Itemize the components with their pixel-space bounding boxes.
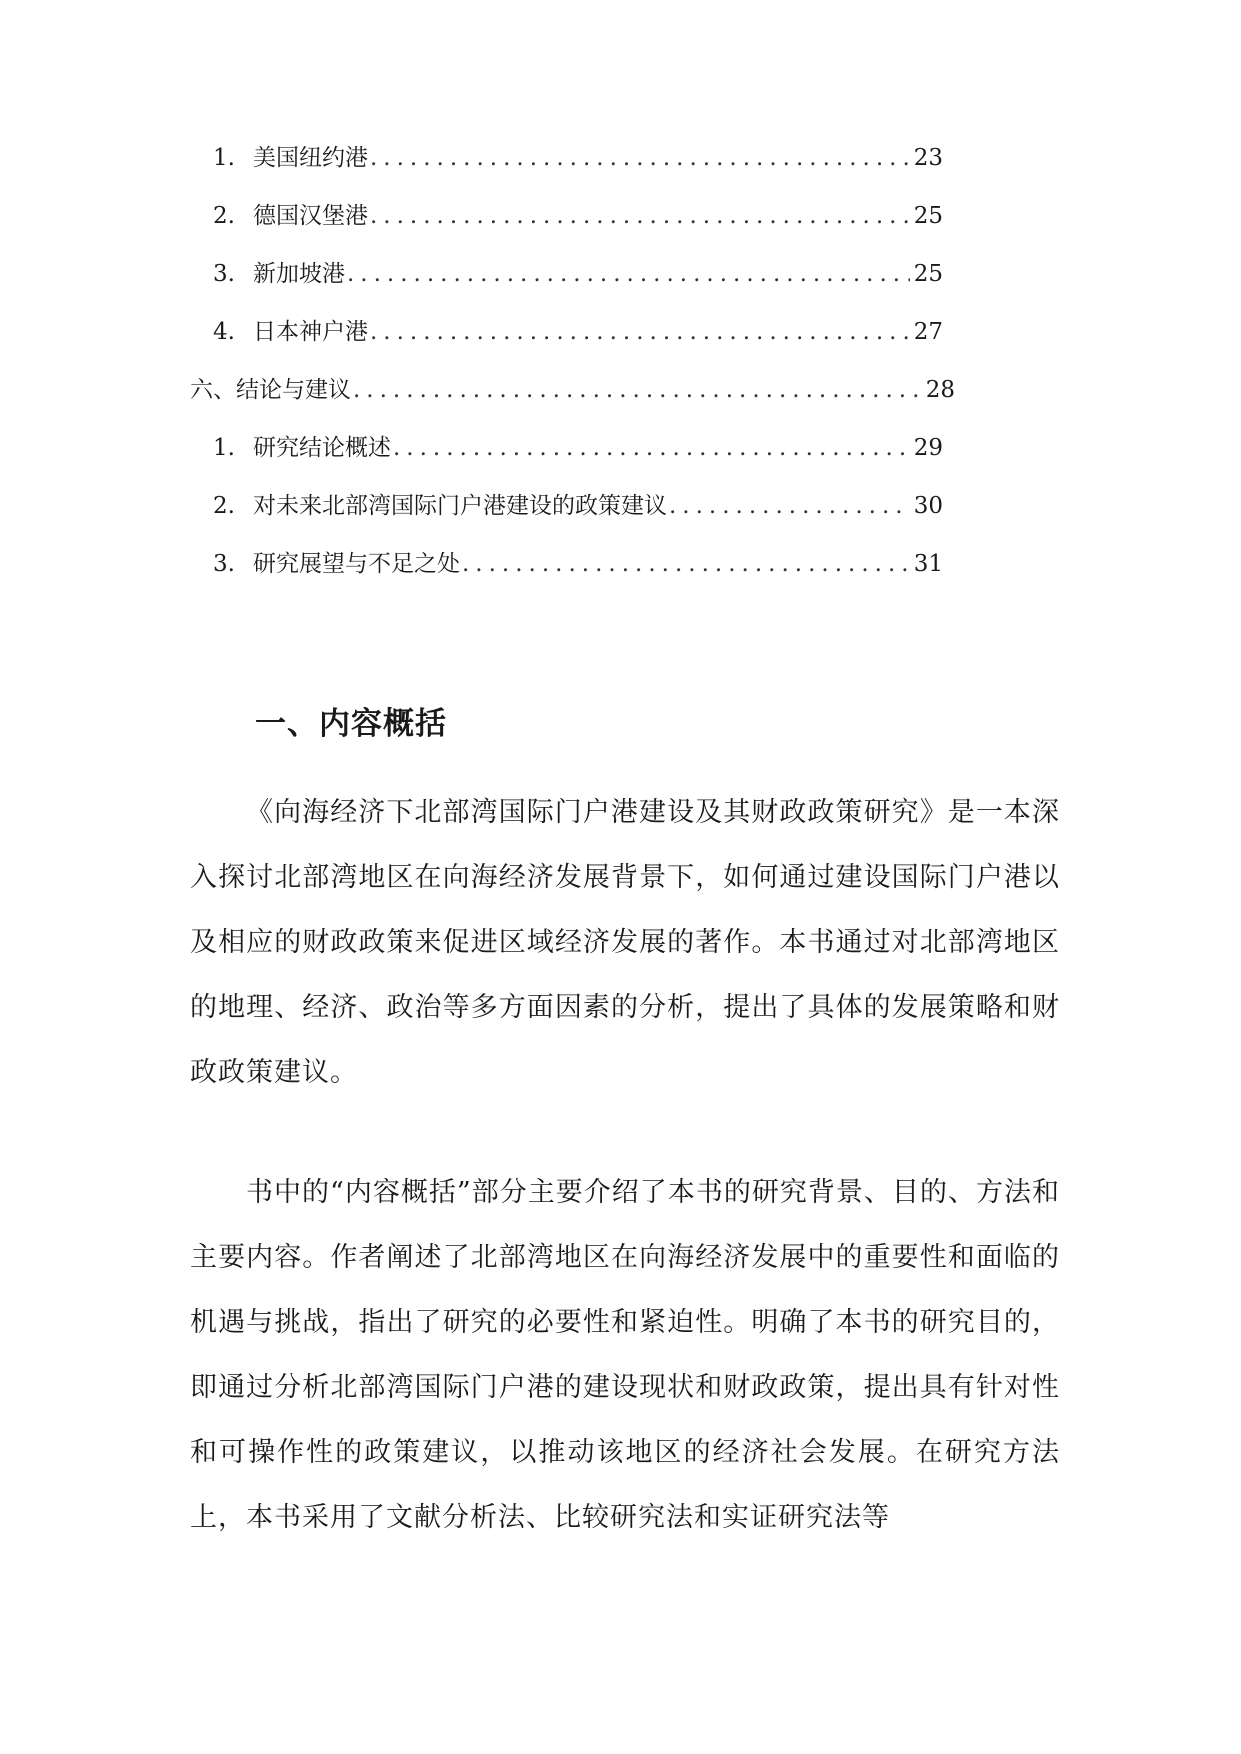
toc-entry-title: 新加坡港 <box>253 261 345 287</box>
toc-dot-leader <box>370 140 910 176</box>
toc-chapter-entry[interactable] <box>190 372 955 408</box>
toc-entry-title: 对未来北部湾国际门户港建设的政策建议 <box>253 493 667 519</box>
toc-entry[interactable] <box>213 198 943 234</box>
toc-entry-number: 3. <box>213 551 235 577</box>
toc-entry-number: 2. <box>213 203 235 229</box>
toc-entry-number: 1. <box>213 145 235 171</box>
toc-dot-leader <box>462 546 910 582</box>
toc-entry[interactable] <box>213 488 943 524</box>
section-heading: 一、内容概括 <box>255 706 447 742</box>
toc-entry-number: 4. <box>213 319 235 345</box>
toc-entry[interactable] <box>213 314 943 350</box>
toc-entry-title: 六、结论与建议 <box>190 377 351 403</box>
toc-entry-title: 德国汉堡港 <box>253 203 368 229</box>
body-paragraph: 书中的“内容概括”部分主要介绍了本书的研究背景、目的、方法和主要内容。作者阐述了北部湾地区在向海经济发展中的重要性和面临的机遇与挑战，指出了研究的必要性和紧迫性。明确了本书的研究目的，即通过分析北部湾国际门户港的建设现状和财政政策，提出具有针对性和可操作性的政策建议，以推动该地区的经济社会发展。在研究方法上，本书采用了文献分析法、比较研究法和实证研究法等 <box>190 1177 1060 1533</box>
toc-dot-leader <box>347 256 910 292</box>
toc-entry-page: 25 <box>913 261 943 287</box>
toc-entry-title: 研究结论概述 <box>253 435 391 461</box>
toc-dot-leader <box>353 372 922 408</box>
toc-entry[interactable] <box>213 256 943 292</box>
toc-dot-leader <box>370 198 910 234</box>
toc-entry-page: 25 <box>913 203 943 229</box>
toc-entry-number: 1. <box>213 435 235 461</box>
toc-dot-leader <box>669 488 910 524</box>
toc-entry-page: 29 <box>913 435 943 461</box>
toc-entry-title: 日本神户港 <box>253 319 368 345</box>
toc-entry-page: 31 <box>913 551 943 577</box>
body-paragraph: 《向海经济下北部湾国际门户港建设及其财政政策研究》是一本深入探讨北部湾地区在向海经济发展背景下，如何通过建设国际门户港以及相应的财政政策来促进区域经济发展的著作。本书通过对北部湾地区的地理、经济、政治等多方面因素的分析，提出了具体的发展策略和财政政策建议。 <box>190 797 1060 1088</box>
toc-entry-title: 美国纽约港 <box>253 145 368 171</box>
toc-dot-leader <box>370 314 910 350</box>
toc-entry-title: 研究展望与不足之处 <box>253 551 460 577</box>
toc-entry-number: 3. <box>213 261 235 287</box>
toc-dot-leader <box>393 430 910 466</box>
toc-entry-page: 28 <box>925 377 955 403</box>
toc-entry-number: 2. <box>213 493 235 519</box>
toc-entry[interactable] <box>213 546 943 582</box>
toc-entry[interactable] <box>213 140 943 176</box>
toc-entry-page: 23 <box>913 145 943 171</box>
toc-entry[interactable] <box>213 430 943 466</box>
toc-entry-page: 27 <box>913 319 943 345</box>
toc-entry-page: 30 <box>913 493 943 519</box>
